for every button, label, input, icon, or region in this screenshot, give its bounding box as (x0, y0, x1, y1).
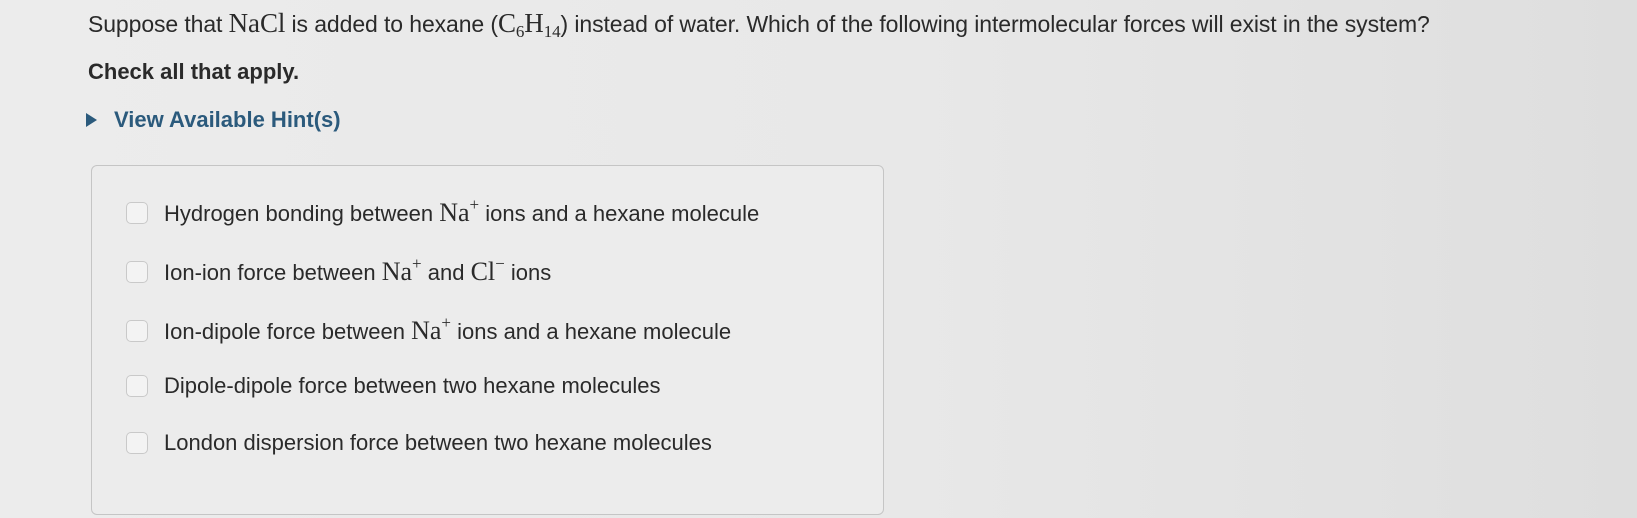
question-part-3: ) instead of water. Which of the following intermolecular forces will exist in the system? (560, 11, 1430, 37)
hint-label: View Available Hint(s) (114, 107, 341, 132)
option-text: Hydrogen bonding between (164, 201, 440, 226)
answer-options-panel (91, 165, 884, 515)
checkbox[interactable] (126, 320, 148, 342)
option-london-dispersion[interactable] (126, 430, 712, 456)
carbon-symbol: C (497, 8, 516, 38)
option-text: Ion-ion force between (164, 260, 382, 285)
question-part-1: Suppose that (88, 11, 229, 37)
ion-charge: + (469, 195, 480, 214)
option-text: and (421, 260, 471, 285)
ion-symbol: Na (411, 316, 442, 345)
option-hydrogen-bonding[interactable] (126, 195, 760, 228)
option-label (164, 195, 760, 228)
option-text: ions and a hexane molecule (479, 201, 760, 226)
ion-charge: + (441, 313, 451, 332)
carbon-subscript: 6 (515, 22, 525, 41)
hydrogen-symbol: H (524, 8, 544, 38)
option-label (164, 254, 552, 287)
ion-symbol: Na (381, 257, 413, 286)
option-label: Dipole-dipole force between two hexane molecules (164, 373, 661, 398)
chloride-ion (470, 254, 505, 286)
ion-symbol: Na (439, 198, 470, 227)
option-ion-dipole[interactable] (126, 313, 732, 346)
checkbox[interactable] (126, 375, 148, 397)
option-ion-ion[interactable] (126, 254, 552, 287)
option-text: ions (504, 260, 552, 285)
checkbox[interactable] (126, 261, 148, 283)
question-part-2: is added to hexane ( (285, 11, 498, 37)
caret-right-icon (86, 113, 97, 127)
sodium-ion (439, 195, 480, 227)
checkbox[interactable] (126, 202, 148, 224)
sodium-ion (411, 313, 451, 345)
ion-charge: + (412, 254, 422, 273)
sodium-ion (381, 254, 422, 286)
question-text (88, 4, 1430, 43)
view-hints-toggle[interactable] (86, 107, 341, 133)
option-text: Ion-dipole force between (164, 319, 412, 344)
ion-symbol: Cl (470, 257, 496, 286)
checkbox[interactable] (126, 432, 148, 454)
hexane-formula (497, 8, 561, 41)
instruction-text: Check all that apply. (88, 59, 300, 84)
nacl-formula: NaCl (228, 8, 286, 38)
option-dipole-dipole[interactable] (126, 373, 661, 399)
option-label (164, 313, 732, 346)
hydrogen-subscript: 14 (543, 22, 561, 41)
option-text: ions and a hexane molecule (450, 319, 732, 344)
option-label: London dispersion force between two hexane molecules (164, 430, 712, 455)
ion-charge: − (495, 254, 505, 273)
